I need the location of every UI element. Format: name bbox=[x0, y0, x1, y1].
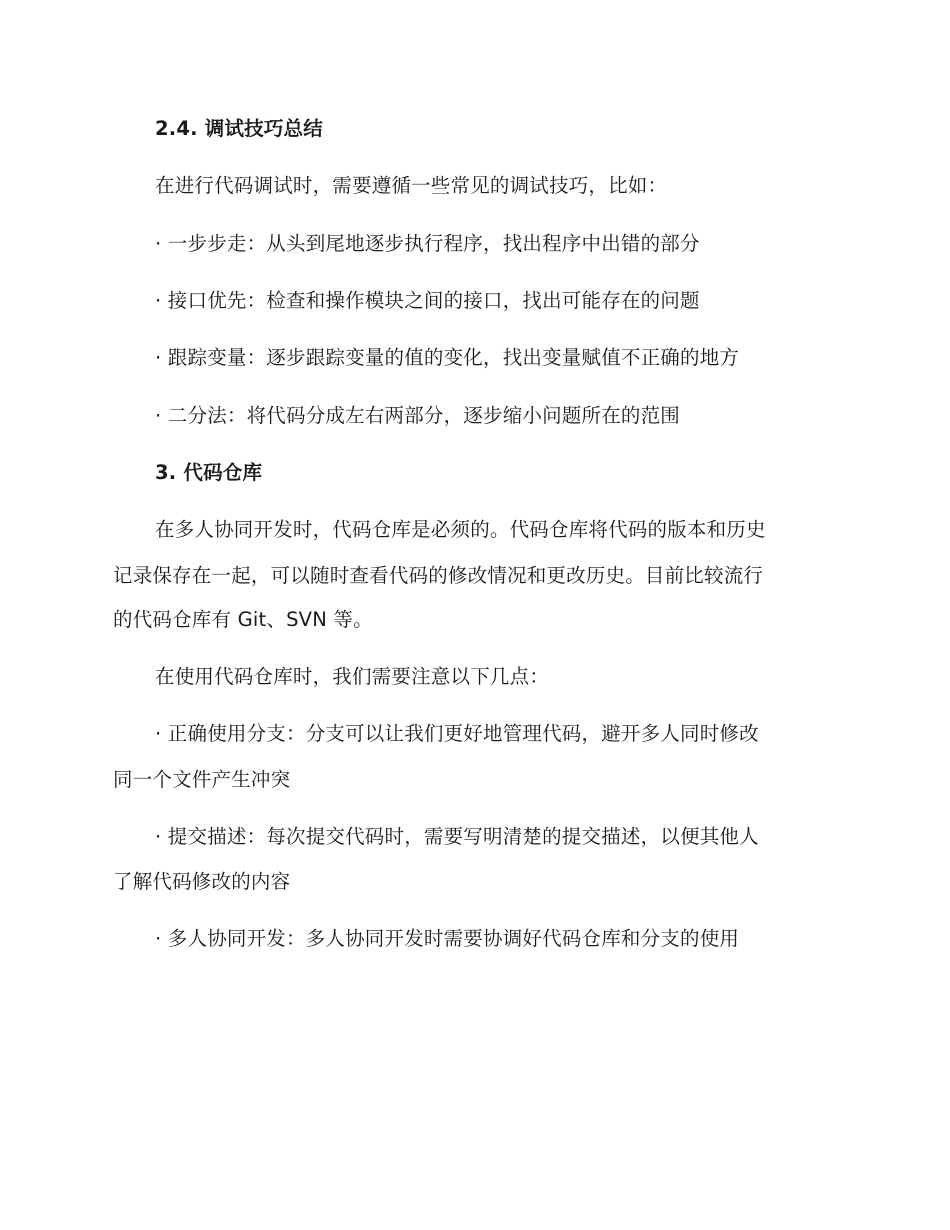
para1-line-1: 在多人协同开发时，代码仓库是必须的。代码仓库将代码的版本和历史 bbox=[155, 518, 766, 541]
bullet-branches-line-2: 同一个文件产生冲突 bbox=[113, 768, 291, 791]
bullet-track-variables: · 跟踪变量：逐步跟踪变量的值的变化，找出变量赋值不正确的地方 bbox=[155, 346, 740, 369]
section-2-4-intro: 在进行代码调试时，需要遵循一些常见的调试技巧，比如： bbox=[155, 174, 668, 197]
bullet-step-by-step: · 一步步走：从头到尾地逐步执行程序，找出程序中出错的部分 bbox=[155, 232, 700, 255]
bullet-collaboration: · 多人协同开发：多人协同开发时需要协调好代码仓库和分支的使用 bbox=[155, 927, 740, 950]
bullet-bisection: · 二分法：将代码分成左右两部分，逐步缩小问题所在的范围 bbox=[155, 404, 680, 427]
para1-line-3: 的代码仓库有 Git、SVN 等。 bbox=[113, 608, 373, 631]
bullet-commit-line-2: 了解代码修改的内容 bbox=[113, 870, 291, 893]
bullet-branches-line-1: · 正确使用分支：分支可以让我们更好地管理代码，避开多人同时修改 bbox=[155, 722, 759, 745]
bullet-interface-first: · 接口优先：检查和操作模块之间的接口，找出可能存在的问题 bbox=[155, 289, 700, 312]
para1-line-2: 记录保存在一起，可以随时查看代码的修改情况和更改历史。目前比较流行 bbox=[113, 564, 764, 587]
section-heading-3: 3. 代码仓库 bbox=[155, 461, 263, 484]
section-heading-2-4: 2.4. 调试技巧总结 bbox=[155, 117, 323, 140]
bullet-commit-line-1: · 提交描述：每次提交代码时，需要写明清楚的提交描述，以便其他人 bbox=[155, 825, 759, 848]
para2: 在使用代码仓库时，我们需要注意以下几点： bbox=[155, 665, 550, 688]
